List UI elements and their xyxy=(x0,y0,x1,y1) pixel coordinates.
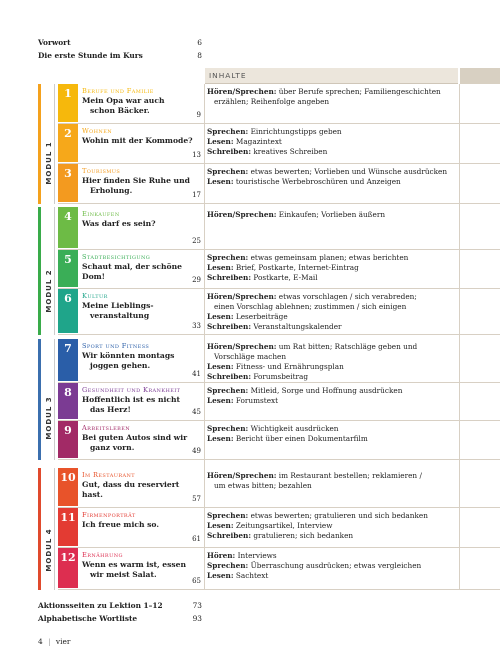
lesson-topic: Im Restaurant xyxy=(82,471,136,479)
lesson-topic: Ernährung xyxy=(82,551,123,559)
lesson-number-box xyxy=(58,548,78,588)
skill-text: etwas vorschlagen / sich verabreden; xyxy=(276,292,417,301)
skill-text: kreatives Schreiben xyxy=(251,147,328,156)
module-3-bar xyxy=(38,339,55,460)
lesson-number: 2 xyxy=(64,127,72,140)
module-4-label: MODUL 4 xyxy=(45,528,53,572)
content-line xyxy=(207,167,457,177)
row-divider xyxy=(58,123,500,124)
content-line xyxy=(207,147,457,157)
skill-label: Hören/Sprechen: xyxy=(207,292,277,301)
content-line xyxy=(207,521,457,531)
lesson-page: 13 xyxy=(192,151,201,159)
skill-text: touristische Werbebroschüren und Anzeigen xyxy=(233,177,401,186)
back-matter-action-pages: Aktionsseiten zu Lektion 1–12 xyxy=(38,601,163,610)
skill-label: Hören/Sprechen: xyxy=(207,342,277,351)
content-line xyxy=(207,273,457,283)
skill-label: Lesen: xyxy=(207,396,234,405)
skill-label: Sprechen: xyxy=(207,424,249,433)
footer-page-word: vier xyxy=(55,637,71,646)
lesson-title-line-2: das Herz! xyxy=(90,405,131,414)
row-divider xyxy=(58,589,500,590)
lesson-title: Wenn es warm ist, essen xyxy=(82,560,187,569)
lesson-contents xyxy=(207,424,457,444)
lesson-topic: Einkaufen xyxy=(82,210,120,218)
footer-page-number: 4 xyxy=(38,637,43,646)
skill-text: Fitness- und Ernährungsplan xyxy=(233,362,344,371)
row-divider xyxy=(58,507,500,508)
skill-label: Schreiben: xyxy=(207,273,252,282)
content-line xyxy=(207,531,457,541)
content-line xyxy=(207,386,457,396)
content-line xyxy=(207,263,457,273)
content-line xyxy=(207,396,457,406)
content-line xyxy=(207,253,457,263)
content-line xyxy=(207,551,457,561)
row-divider xyxy=(58,288,500,289)
lesson-title: Wir könnten montags xyxy=(82,351,175,360)
lesson-number: 11 xyxy=(60,511,76,524)
content-line xyxy=(207,372,457,382)
skill-label: Sprechen: xyxy=(207,386,249,395)
skill-label: Hören: xyxy=(207,551,236,560)
lesson-number-box xyxy=(58,124,78,162)
lesson-number: 3 xyxy=(64,167,72,180)
lesson-title-line-2: ganz vorn. xyxy=(90,443,135,452)
back-matter-word-list-page: 93 xyxy=(192,614,202,623)
skill-text: Forumstext xyxy=(233,396,279,405)
lesson-title: Schaut mal, der schöne Dom! xyxy=(82,262,182,281)
lesson-title: Mein Opa war auch xyxy=(82,96,165,105)
front-matter-first-lesson-page: 8 xyxy=(197,51,202,60)
lesson-number: 7 xyxy=(64,342,72,355)
lesson-number: 8 xyxy=(64,386,72,399)
lesson-title: Hier finden Sie Ruhe und xyxy=(82,176,190,185)
lesson-contents xyxy=(207,386,457,406)
skill-label: Schreiben: xyxy=(207,322,252,331)
row-divider xyxy=(58,334,500,335)
content-line xyxy=(207,424,457,434)
skill-label: Sprechen: xyxy=(207,167,249,176)
skill-text: etwas bewerten; gratulieren und sich bedanken xyxy=(248,511,428,520)
skill-text: gratulieren; sich bedanken xyxy=(251,531,354,540)
lesson-topic: Firmenporträt xyxy=(82,511,136,519)
skill-label: Sprechen: xyxy=(207,561,249,570)
lesson-title-line-2: veranstaltung xyxy=(90,311,150,320)
skill-text: Vorschläge machen xyxy=(207,352,287,361)
skill-label: Hören/Sprechen: xyxy=(207,87,277,96)
skill-label: Lesen: xyxy=(207,312,234,321)
footer-separator: | xyxy=(48,637,51,646)
skill-text: etwas bewerten; Vorlieben und Wünsche ausdrücken xyxy=(248,167,448,176)
lesson-page: 9 xyxy=(196,111,201,119)
lesson-number-box xyxy=(58,468,78,506)
content-line xyxy=(207,302,457,312)
lesson-contents xyxy=(207,471,457,491)
lesson-number: 6 xyxy=(64,292,72,305)
skill-label: Lesen: xyxy=(207,137,234,146)
front-matter-first-lesson: Die erste Stunde im Kurs xyxy=(38,51,143,60)
skill-label: Sprechen: xyxy=(207,127,249,136)
lesson-page: 33 xyxy=(192,322,201,330)
lesson-contents xyxy=(207,511,457,541)
content-line xyxy=(207,571,457,581)
lesson-number-box xyxy=(58,289,78,333)
back-matter-action-pages-page: 73 xyxy=(192,601,202,610)
row-divider xyxy=(58,163,500,164)
back-matter-word-list: Alphabetische Wortliste xyxy=(38,614,138,623)
skill-label: Hören/Sprechen: xyxy=(207,471,277,480)
lesson-contents xyxy=(207,210,457,220)
row-divider xyxy=(58,382,500,383)
lesson-title: Gut, dass du reserviert hast. xyxy=(82,480,180,499)
lesson-contents xyxy=(207,342,457,382)
row-divider xyxy=(58,420,500,421)
skill-text: etwas gemeinsam planen; etwas berichten xyxy=(248,253,409,262)
lesson-number-box xyxy=(58,250,78,287)
skill-label: Lesen: xyxy=(207,521,234,530)
content-line xyxy=(207,471,457,481)
lesson-contents xyxy=(207,253,457,283)
content-line xyxy=(207,177,457,187)
content-line xyxy=(207,210,457,220)
skill-text: Wichtigkeit ausdrücken xyxy=(248,424,339,433)
skill-label: Schreiben: xyxy=(207,147,252,156)
content-line xyxy=(207,137,457,147)
content-line xyxy=(207,292,457,302)
skill-text: Forumsbeitrag xyxy=(251,372,309,381)
lesson-topic: Berufe und Familie xyxy=(82,87,154,95)
lesson-page: 61 xyxy=(192,535,201,543)
lesson-number-box xyxy=(58,339,78,381)
skill-label: Hören/Sprechen: xyxy=(207,210,277,219)
lesson-number: 9 xyxy=(64,424,72,437)
skill-label: Lesen: xyxy=(207,571,234,580)
lesson-title-line-2: joggen gehen. xyxy=(90,361,151,370)
lesson-number-box xyxy=(58,207,78,248)
lesson-title: Hoffentlich ist es nicht xyxy=(82,395,181,404)
skill-text: Einkaufen; Vorlieben äußern xyxy=(276,210,386,219)
skill-text: im Restaurant bestellen; reklamieren / xyxy=(276,471,422,480)
skill-text: über Berufe sprechen; Familiengeschichten xyxy=(276,87,441,96)
lesson-number: 12 xyxy=(60,551,76,564)
lesson-number: 4 xyxy=(64,210,72,223)
module-2-label: MODUL 2 xyxy=(45,269,53,313)
lesson-number-box xyxy=(58,508,78,546)
lesson-topic: Arbeitsleben xyxy=(82,424,131,432)
front-matter-vorwort-page: 6 xyxy=(197,38,202,47)
lesson-page: 25 xyxy=(192,237,201,245)
lesson-title-line-2: Erholung. xyxy=(90,186,133,195)
skill-text: erzählen; Reihenfolge angeben xyxy=(207,97,330,106)
content-line xyxy=(207,561,457,571)
front-matter-vorwort: Vorwort xyxy=(38,38,71,47)
content-line xyxy=(207,322,457,332)
lesson-title: Wohin mit der Kommode? xyxy=(82,136,193,145)
skill-label: Sprechen: xyxy=(207,253,249,262)
row-divider xyxy=(58,203,500,204)
module-1-label: MODUL 1 xyxy=(45,141,53,185)
lesson-page: 29 xyxy=(192,276,201,284)
lesson-topic: Stadtbesichtigung xyxy=(82,253,151,261)
lesson-contents xyxy=(207,167,457,187)
skill-text: Mitleid, Sorge und Hoffnung ausdrücken xyxy=(248,386,403,395)
row-divider xyxy=(58,459,500,460)
lesson-topic: Sport und Fitness xyxy=(82,342,150,350)
lesson-number-box xyxy=(58,164,78,202)
skill-label: Lesen: xyxy=(207,263,234,272)
lesson-page: 41 xyxy=(192,370,201,378)
skill-label: Schreiben: xyxy=(207,372,252,381)
skill-text: Postkarte, E-Mail xyxy=(251,273,318,282)
lesson-page: 45 xyxy=(192,408,201,416)
lesson-number: 5 xyxy=(64,253,72,266)
skill-text: Zeitungsartikel, Interview xyxy=(233,521,333,530)
row-divider xyxy=(58,249,500,250)
content-line xyxy=(207,127,457,137)
content-line xyxy=(207,87,457,97)
lesson-topic: Gesundheit und Krankheit xyxy=(82,386,181,394)
skill-text: Magazintext xyxy=(233,137,282,146)
row-divider xyxy=(58,547,500,548)
lesson-page: 17 xyxy=(192,191,201,199)
content-line xyxy=(207,342,457,352)
content-line xyxy=(207,352,457,362)
skill-text: Interviews xyxy=(235,551,277,560)
lesson-number-box xyxy=(58,383,78,419)
skill-text: Sachtext xyxy=(233,571,269,580)
lesson-contents xyxy=(207,292,457,332)
skill-label: Lesen: xyxy=(207,362,234,371)
lesson-number: 1 xyxy=(64,87,72,100)
lesson-topic: Wohnen xyxy=(82,127,113,135)
skill-text: einen Vorschlag ablehnen; zustimmen / sich einigen xyxy=(207,302,407,311)
lesson-page: 49 xyxy=(192,447,201,455)
skill-label: Schreiben: xyxy=(207,531,252,540)
module-2-bar xyxy=(38,207,55,335)
skill-text: Veranstaltungskalender xyxy=(251,322,342,331)
module-4-bar xyxy=(38,468,55,590)
lesson-contents xyxy=(207,87,457,107)
skill-text: um Rat bitten; Ratschläge geben und xyxy=(276,342,418,351)
column-divider xyxy=(459,84,460,590)
skill-label: Lesen: xyxy=(207,177,234,186)
module-1-bar xyxy=(38,84,55,204)
lesson-topic: Kultur xyxy=(82,292,108,300)
lesson-page: 57 xyxy=(192,495,201,503)
skill-text: Bericht über einen Dokumentarfilm xyxy=(233,434,368,443)
content-line xyxy=(207,312,457,322)
skill-text: um etwas bitten; bezahlen xyxy=(207,481,312,490)
lesson-contents xyxy=(207,551,457,581)
content-line xyxy=(207,434,457,444)
lesson-title-line-2: wir meist Salat. xyxy=(90,570,157,579)
lesson-title: Ich freue mich so. xyxy=(82,520,159,529)
lesson-number-box xyxy=(58,421,78,458)
lesson-contents xyxy=(207,127,457,157)
content-line xyxy=(207,362,457,372)
lesson-title: Meine Lieblings- xyxy=(82,301,154,310)
lesson-title: Was darf es sein? xyxy=(82,219,156,228)
content-line xyxy=(207,97,457,107)
skill-text: Brief, Postkarte, Internet-Eintrag xyxy=(233,263,359,272)
lesson-number: 10 xyxy=(60,471,76,484)
table-header-extra-column xyxy=(460,68,500,84)
content-line xyxy=(207,511,457,521)
lesson-number-box xyxy=(58,84,78,122)
lesson-page: 65 xyxy=(192,577,201,585)
skill-text: Leserbeiträge xyxy=(233,312,288,321)
module-3-label: MODUL 3 xyxy=(45,396,53,440)
table-header-inhalte: INHALTE xyxy=(205,68,458,84)
skill-text: Einrichtungstipps geben xyxy=(248,127,342,136)
lesson-title: Bei guten Autos sind wir xyxy=(82,433,188,442)
skill-label: Sprechen: xyxy=(207,511,249,520)
footer xyxy=(38,637,70,646)
skill-label: Lesen: xyxy=(207,434,234,443)
lesson-title-line-2: schon Bäcker. xyxy=(90,106,150,115)
lesson-topic: Tourismus xyxy=(82,167,121,175)
content-line xyxy=(207,481,457,491)
skill-text: Überraschung ausdrücken; etwas vergleichen xyxy=(248,561,422,570)
column-divider xyxy=(204,84,205,590)
